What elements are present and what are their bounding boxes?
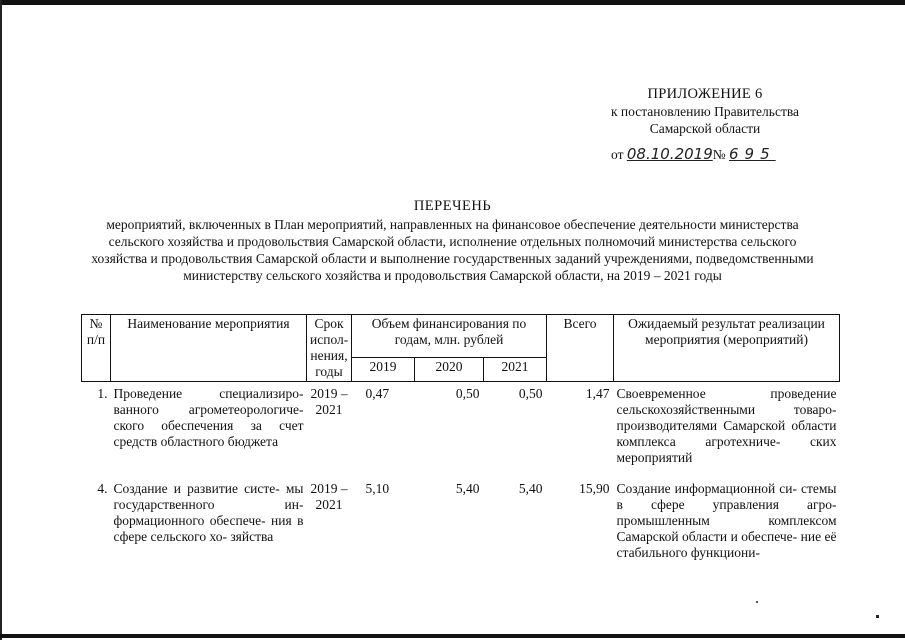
row-2020: 5,40 [455,481,480,496]
row-2021: 0,50 [518,386,543,401]
scan-speck [876,615,879,618]
document-heading [80,198,825,284]
appendix-line-3: Самарской области [649,121,761,136]
row-term: 2019 – 2021 [310,386,348,417]
header-year-2020: 2020 [415,358,484,382]
table-row [82,467,840,562]
row-2021: 5,40 [518,481,543,496]
order-number-sign: № [712,147,726,162]
row-result: Своевременное проведение сельскохозяйственными товаро- производителями Самарской области комплекса агротехниче- ских мероприятий [616,386,837,465]
appendix-block [585,86,825,137]
row-total: 1,47 [585,386,610,401]
row-name: Проведение специализиро- ванного агрометеорологиче- ского обеспечения за счет средств областного бюджета [113,386,304,449]
row-total: 15,90 [579,481,610,496]
row-name: Создание и развитие систе- мы государственного ин- формационного обеспече- ния в сфере сельского хо- зяйства [113,481,304,544]
row-result: Создание информационной си- стемы в сфере управления агро- промышленным комплексом Самарской области и обеспече- ние её стабильного функциони- [616,481,837,560]
row-2019: 0,47 [365,386,390,401]
scan-top-border [0,0,905,5]
header-term: Срок испол- нения, годы [307,315,352,382]
header-total: Всего [547,315,614,382]
row-2020: 0,50 [455,386,480,401]
header-year-2019: 2019 [352,358,415,382]
header-year-2021: 2021 [484,358,547,382]
order-prefix: от [611,147,624,162]
header-funding: Объем финансирования по годам, млн. рублей [352,315,547,358]
row-2019: 5,10 [365,481,390,496]
appendix-title: ПРИЛОЖЕНИЕ 6 [647,86,763,102]
order-line [611,145,776,163]
scan-left-border [0,0,2,640]
scan-speck [756,601,758,603]
document-subtitle: мероприятий, включенных в План мероприятий, направленных на финансовое обеспечение деятельности министерства сельского хозяйства и продовольствия Самарской области, исполнение отдельных полномочий министерства сельского хозяйства и продовольствия Самарской области и выполнение государственных заданий учреждениями, подведомственными министерству сельского хозяйства и продовольствия Самарской области, на 2019 – 2021 годы [91,217,814,283]
order-date: 08.10.2019 [626,145,713,163]
appendix-line-2: к постановлению Правительства [610,104,800,119]
header-result: Ожидаемый результат реализации мероприятия (мероприятий) [614,315,840,382]
order-number: 695 [729,145,776,163]
measures-table [81,314,840,562]
document-title: ПЕРЕЧЕНЬ [413,198,492,214]
row-term: 2019 – 2021 [310,481,348,512]
table-row [82,382,840,468]
row-num: 1. [97,386,108,401]
scan-bottom-border [0,634,905,638]
header-name: Наименование мероприятия [111,315,307,382]
table-header-row [82,315,840,358]
header-num: № п/п [82,315,111,382]
row-num: 4. [97,481,108,496]
